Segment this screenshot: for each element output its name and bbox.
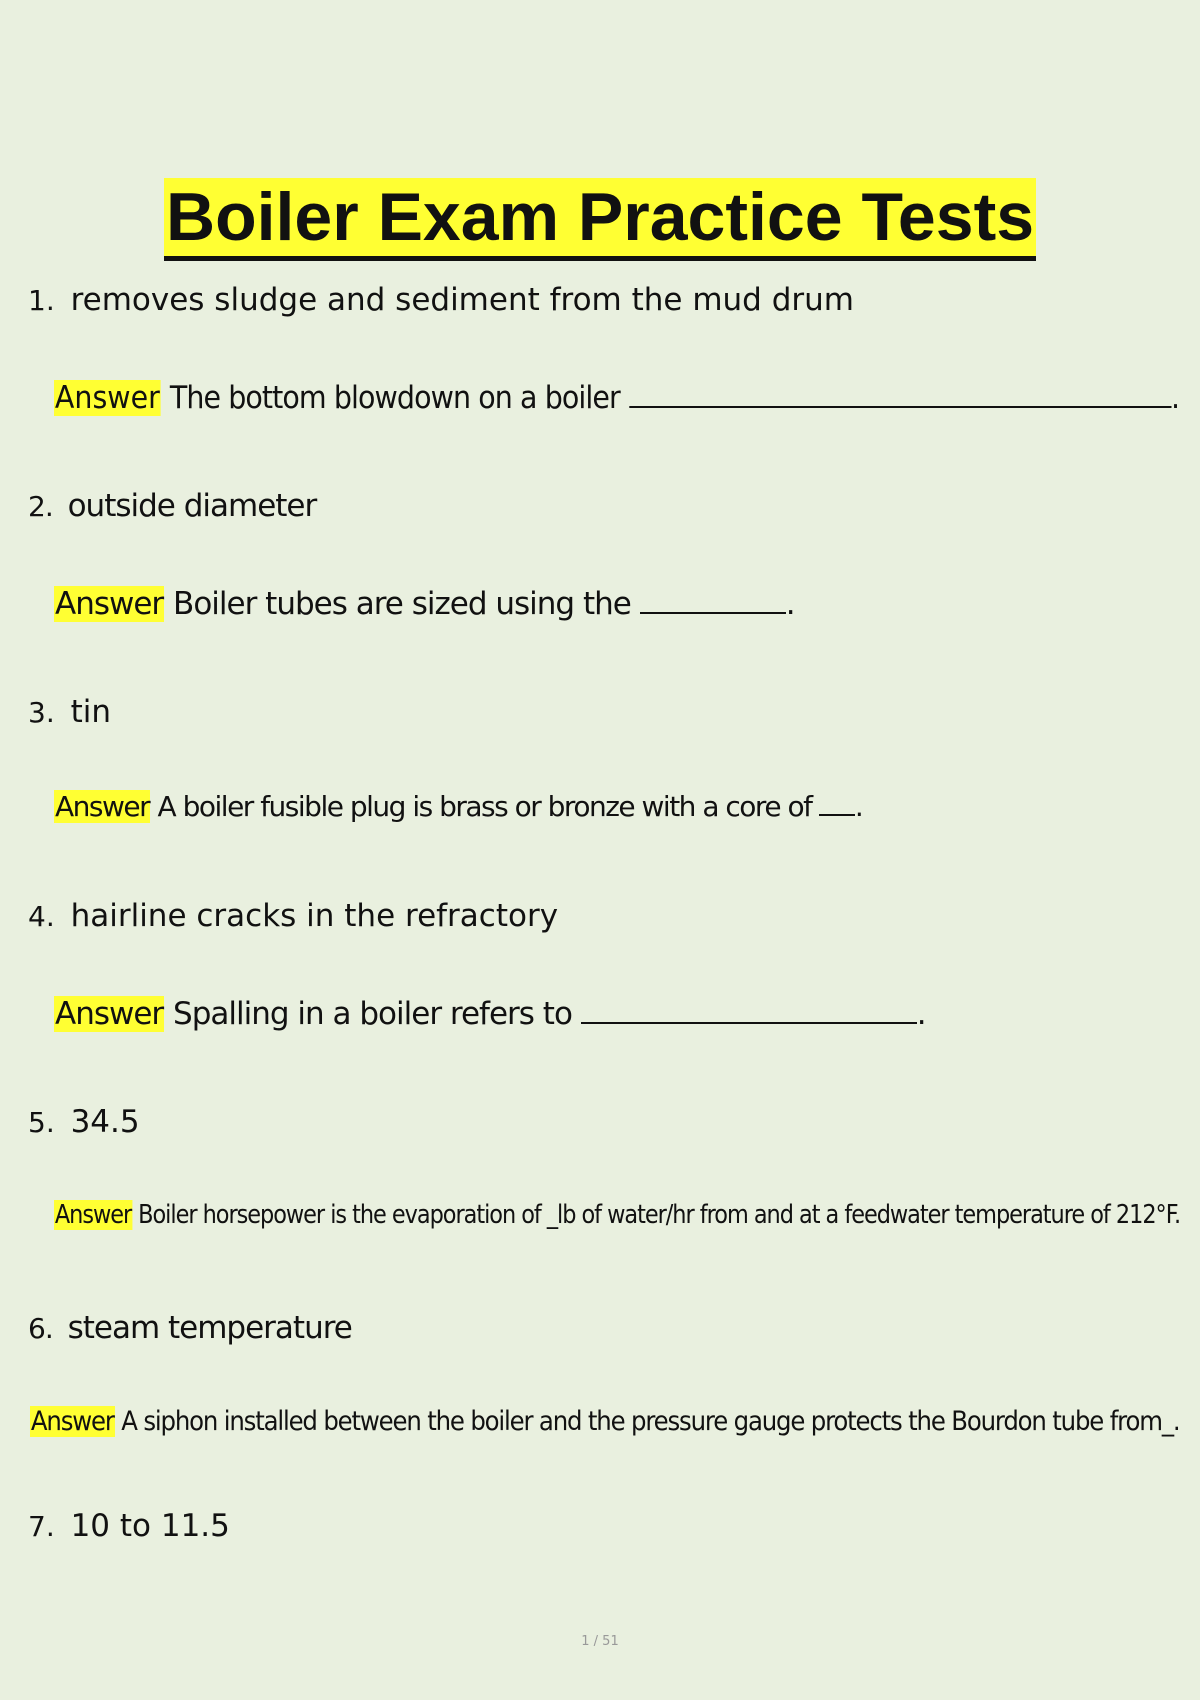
answer-label: Answer <box>55 790 150 823</box>
term-text: steam temperature <box>67 1310 352 1346</box>
fill-blank <box>581 1021 917 1024</box>
answer-line-5 <box>54 1200 1180 1230</box>
answer-line-2 <box>54 586 795 622</box>
term-text: hairline cracks in the refractory <box>70 898 559 934</box>
question-term-2 <box>28 488 316 524</box>
question-text: Boiler tubes are sized using the <box>173 586 631 622</box>
fill-blank <box>629 405 1171 408</box>
answer-label: Answer <box>30 1406 114 1437</box>
question-end: . <box>854 790 863 823</box>
question-text: Boiler horsepower is the evaporation of _lb of water/hr from and at a feedwater temperature of 212°F. <box>138 1200 1181 1230</box>
question-number: 1. <box>28 284 55 317</box>
question-term-7 <box>28 1508 230 1544</box>
question-number: 4. <box>28 900 55 933</box>
question-term-1 <box>28 282 854 318</box>
term-text: 10 to 11.5 <box>70 1508 230 1544</box>
answer-line-4 <box>54 996 926 1032</box>
question-number: 6. <box>28 1312 53 1345</box>
question-text: A boiler fusible plug is brass or bronze with a core of <box>157 790 812 823</box>
answer-label: Answer <box>55 586 164 622</box>
fill-blank <box>819 813 855 816</box>
answer-line-3 <box>54 790 862 823</box>
term-text: outside diameter <box>67 488 317 524</box>
question-number: 7. <box>28 1510 55 1543</box>
question-number: 2. <box>28 490 53 523</box>
term-text: removes sludge and sediment from the mud drum <box>70 282 854 318</box>
page-title: Boiler Exam Practice Tests <box>164 178 1036 261</box>
question-number: 5. <box>28 1106 55 1139</box>
question-term-5 <box>28 1104 140 1140</box>
question-number: 3. <box>28 696 55 729</box>
answer-label: Answer <box>54 1200 132 1230</box>
question-text: Spalling in a boiler refers to <box>173 996 572 1032</box>
answer-line-6 <box>30 1406 1179 1437</box>
question-end: . <box>916 996 926 1032</box>
question-term-4 <box>28 898 558 934</box>
answer-label: Answer <box>54 380 160 416</box>
answer-label: Answer <box>55 996 164 1032</box>
question-text: The bottom blowdown on a boiler <box>169 380 620 416</box>
term-text: tin <box>70 694 111 730</box>
term-text: 34.5 <box>70 1104 140 1140</box>
question-text: A siphon installed between the boiler and the pressure gauge protects the Bourdon tube from_. <box>121 1406 1180 1437</box>
title-wrap <box>0 178 1200 261</box>
question-end: . <box>1171 380 1181 416</box>
question-end: . <box>785 586 795 622</box>
question-term-3 <box>28 694 111 730</box>
answer-line-1 <box>54 380 1180 416</box>
fill-blank <box>640 611 786 614</box>
question-term-6 <box>28 1310 352 1346</box>
page-number: 1 / 51 <box>581 1634 619 1649</box>
